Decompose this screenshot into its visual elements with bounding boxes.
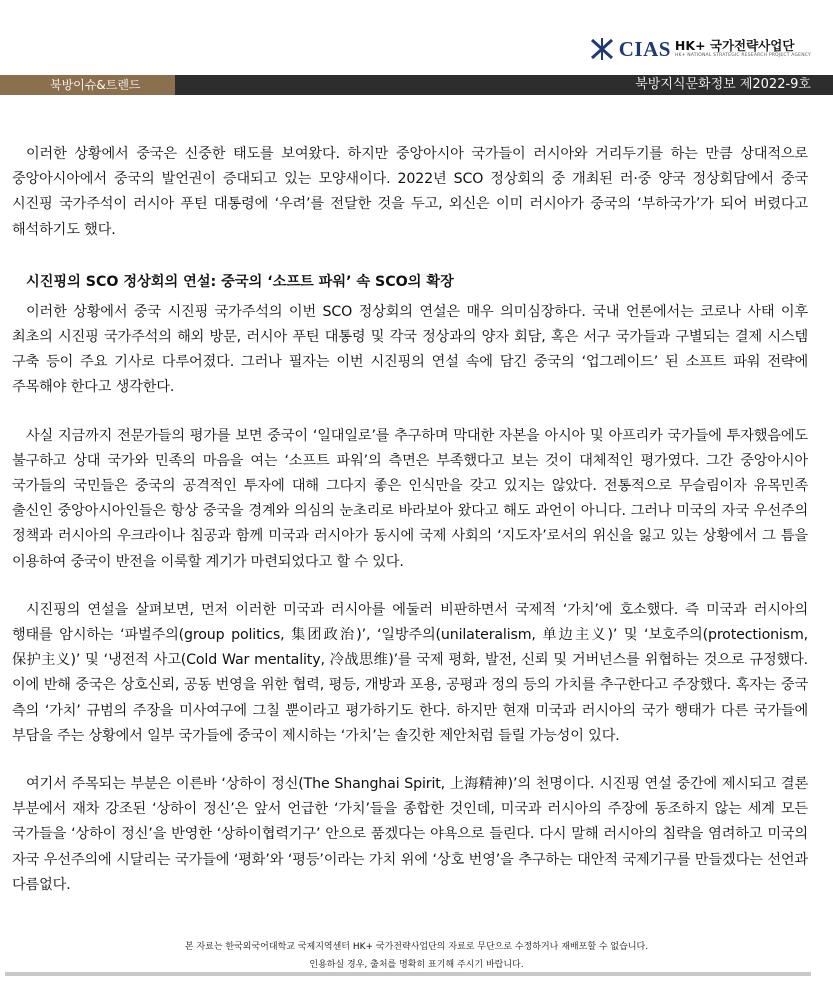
paragraph-1: 이러한 상황에서 중국은 신중한 태도를 보여왔다. 하지만 중앙아시아 국가들이 러시아와 거리두기를 하는 만큼 상대적으로 중앙아시아에서 중국의 발언권이 증대되고 있는 모양새이다. 2022년 SCO 정상회의 중 개최된 러·중 양국 정상회담에서 중국 시진핑 국가주석이 러시아 푸틴 대통령에 ‘우려’를 전달한 것을 두고, 외신은 이미 러시아가 중국의 ‘부하국가’가 되어 버렸다고 해석하기도 했다. — [12, 146, 808, 238]
org-subtitle: HK+ NATIONAL STRATEGIC RESEARCH PROJECT AGENCY — [674, 53, 811, 58]
section-label: 북방이슈&트렌드 — [0, 75, 175, 95]
org-name: HK+ 국가전략사업단 — [674, 38, 795, 53]
cias-emblem-icon — [589, 36, 615, 62]
paragraph-2: 이러한 상황에서 중국 시진핑 국가주석의 이번 SCO 정상회의 연설은 매우 의미심장하다. 국내 언론에서는 코로나 사태 이후 최초의 시진핑 국가주석의 해외 방문, 러시아 푸틴 대통령 및 각국 정상과의 양자 회담, 혹은 서구 국가들과 구별되는 결제 시스템 구축 등이 주요 기사로 다루어졌다. 그러나 필자는 이번 시진핑의 연설 속에 담긴 중국의 ‘업그레이드’ 된 소프트 파워 전략에 주목해야 한다고 생각한다. — [12, 303, 808, 396]
logo — [589, 34, 811, 64]
footer-line-1: 본 자료는 한국외국어대학교 국제지역센터 HK+ 국가전략사업단의 자료로 무단으로 수정하거나 재배포할 수 없습니다. — [184, 942, 649, 952]
paragraph-3: 사실 지금까지 전문가들의 평가를 보면 중국이 ‘일대일로’를 추구하며 막대한 자본을 아시아 및 아프리카 국가들에 투자했음에도 불구하고 상대 국가와 민족의 마음을 여는 ‘소프트 파워’의 측면은 부족했다고 보는 것이 대체적인 평가였다. 그간 중앙아시아 국가들의 국민들은 중국의 공격적인 투자에 대해 그다지 좋은 인식만을 갖고 있지는 않았다. 전통적으로 무슬림이자 유목민족 출신인 중앙아시아인들은 항상 중국을 경계와 의심의 눈초리로 바라보아 왔다고 해도 과언이 아니다. 그러나 미국의 자국 우선주의 정책과 러시아의 우크라이나 침공과 함께 미국과 러시아가 동시에 국제 사회의 ‘지도자’로서의 위신을 잃고 있는 상황에서 그 틈을 이용하여 중국이 반전을 이룩할 계기가 마련되었다고 할 수 있다. — [12, 427, 808, 570]
footer-notice — [0, 938, 833, 974]
paragraph-4: 시진핑의 연설을 살펴보면, 먼저 이러한 미국과 러시아를 에둘러 비판하면서 국제적 ‘가치’에 호소했다. 즉 미국과 러시아의 행태를 암시하는 ‘파벌주의(group politics, 集团政治)’, ‘일방주의(unilateralism, 单边主义)’ 및 ‘보호주의(protectionism, 保护主义)’ 및 ‘냉전적 사고(Cold War mentality, 冷战思维)’를 국제 평화, 발전, 신뢰 및 거버넌스를 위협하는 것으로 규정했다. 이에 반해 중국은 상호신뢰, 공동 번영을 위한 협력, 평등, 개방과 포용, 공평과 정의 등의 가치를 추구한다고 주장했다. 혹자는 중국 측의 ‘가치’ 규범의 주장을 미사여구에 그칠 뿐이라고 평가하기도 한다. 하지만 현재 미국과 러시아의 국가 행태가 다른 국가들에 부담을 주는 상황에서 일부 국가들에 중국이 제시하는 ‘가치’는 솔깃한 제안처럼 들릴 가능성이 있다. — [12, 601, 808, 744]
logo-cias-text: CIAS — [618, 36, 671, 61]
footer-divider — [5, 972, 811, 976]
section-heading: 시진핑의 SCO 정상회의 연설: 중국의 ‘소프트 파워’ 속 SCO의 확장 — [26, 273, 454, 290]
paragraph-5: 여기서 주목되는 부분은 이른바 ‘상하이 정신(The Shanghai Spirit, 上海精神)’의 천명이다. 시진핑 연설 중간에 제시되고 결론 부분에서 재차 강조된 ‘상하이 정신’은 앞서 언급한 ‘가치’들을 종합한 것인데, 미국과 러시아의 주장에 동조하지 않는 세계 모든 국가들을 ‘상하이 정신’을 반영한 ‘상하이협력기구’ 안으로 품겠다는 야욕으로 들린다. 다시 말해 러시아의 침략을 염려하고 미국의 자국 우선주의에 시달리는 국가들에 ‘평화’와 ‘평등’이라는 가치 위에 ‘상호 번영’을 추구하는 대안적 국제기구를 만들겠다는 선언과 다름없다. — [12, 776, 808, 893]
header-band — [0, 75, 833, 95]
article-body — [12, 142, 808, 898]
footer-line-2: 인용하실 경우, 출처를 명확히 표기해 주시기 바랍니다. — [309, 960, 524, 970]
issue-label: 북방지식문화정보 제2022-9호 — [175, 75, 833, 95]
